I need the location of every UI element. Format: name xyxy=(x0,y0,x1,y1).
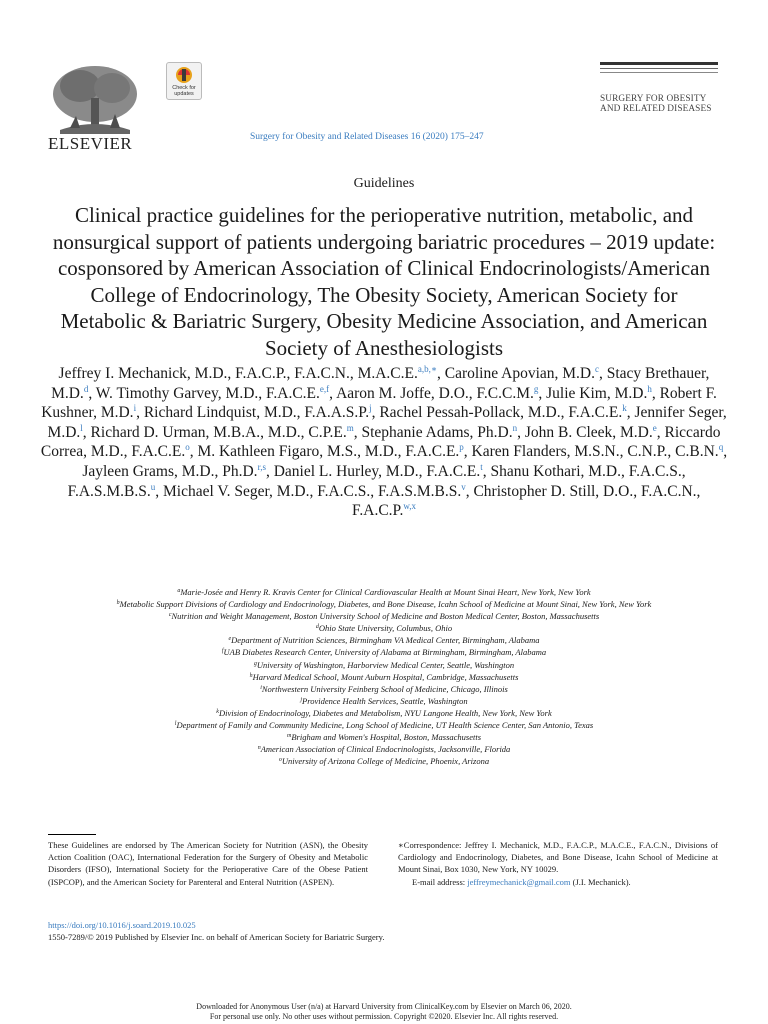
article-title: Clinical practice guidelines for the perioperative nutrition, metabolic, and nonsurgical support of patients undergoing bariatric procedures – 2019 update: cosponsored by American Association of Clinical Endocrinologists/American College of Endocrinology, The Obesity Society, American Society for Metabolic & Bariatric Surgery, Obesity Medicine Association, and American Society of Anesthesiologists xyxy=(52,203,716,360)
author-separator: , xyxy=(626,404,631,422)
affiliation-key: m xyxy=(286,733,292,740)
author xyxy=(82,463,273,480)
author-affiliation-marker[interactable]: r,s xyxy=(257,461,266,472)
author-separator: , xyxy=(189,443,194,461)
author-name: Riccardo Correa, M.D., F.A.C.E. xyxy=(40,423,721,461)
affiliation-text: Nutrition and Weight Management, Boston University School of Medicine and Boston Medical Center, Boston, Massachusetts xyxy=(171,611,600,622)
author-affiliation-marker[interactable]: p xyxy=(459,442,464,453)
affiliation-key: j xyxy=(300,696,303,703)
affiliation-text: Harvard Medical School, Mount Auburn Hospital, Cambridge, Massachusetts xyxy=(252,671,519,682)
affiliation-key: i xyxy=(260,684,262,691)
author-affiliation-marker[interactable]: d xyxy=(83,383,89,394)
affiliation-key: d xyxy=(315,624,319,631)
author-separator: , xyxy=(371,404,380,422)
affiliation xyxy=(60,743,708,755)
author-name: Caroline Apovian, M.D. xyxy=(444,365,595,382)
author-affiliation-marker[interactable]: j xyxy=(369,403,372,414)
author xyxy=(163,483,470,500)
affiliation-key: f xyxy=(221,648,224,655)
author-affiliation-marker[interactable]: e xyxy=(652,422,657,433)
author-name: Michael V. Seger, M.D., F.A.C.S., F.A.S.M.B.S. xyxy=(163,482,462,500)
affiliation xyxy=(60,755,708,767)
author-name: Stephanie Adams, Ph.D. xyxy=(361,423,513,441)
affiliation xyxy=(60,683,708,695)
author xyxy=(525,424,665,441)
affiliation-text: Brigham and Women's Hospital, Boston, Massachusetts xyxy=(291,732,482,743)
author xyxy=(472,443,728,460)
author xyxy=(144,404,380,421)
affiliation-key: n xyxy=(257,745,261,752)
author-affiliation-marker[interactable]: k xyxy=(622,403,627,414)
author-separator: , xyxy=(656,423,665,441)
author xyxy=(96,385,333,402)
email-owner: (J.I. Mechanick). xyxy=(572,876,631,887)
affiliation-text: Metabolic Support Divisions of Cardiology and Endocrinology, Diabetes, and Bone Disease, Icahn School of Medicine at Mount Sinai, New York, New York xyxy=(119,599,652,610)
email-label: E-mail address: xyxy=(412,876,466,887)
author-separator: , xyxy=(136,404,140,422)
affiliation xyxy=(60,695,708,707)
author-affiliation-marker[interactable]: i xyxy=(133,403,137,414)
author-name: John B. Cleek, M.D. xyxy=(524,423,653,441)
author-separator: , xyxy=(155,482,160,500)
author-name: M. Kathleen Figaro, M.S., M.D., F.A.C.E. xyxy=(197,443,460,461)
affiliation-text: Providence Health Services, Seattle, Washington xyxy=(302,695,468,706)
affiliation xyxy=(60,598,708,610)
author-separator: , xyxy=(88,384,96,402)
email-link[interactable]: jeffreymechanick@gmail.com xyxy=(467,876,571,887)
author-name: Jennifer Seger, M.D. xyxy=(47,404,727,441)
author-separator: , xyxy=(482,462,487,480)
author-affiliation-marker[interactable]: o xyxy=(185,442,190,453)
affiliation-text: University of Washington, Harborview Medical Center, Seattle, Washington xyxy=(256,659,515,670)
download-notice-line1: Downloaded for Anonymous User (n/a) at Harvard University from ClinicalKey.com by Elsevier on March 06, 2020. xyxy=(196,1002,572,1011)
author-list xyxy=(40,364,728,521)
author xyxy=(197,443,471,460)
author-affiliation-marker[interactable]: h xyxy=(647,383,652,394)
affiliation-key: e xyxy=(228,636,232,643)
author-affiliation-marker[interactable]: l xyxy=(80,422,83,433)
author-name: Richard D. Urman, M.B.A., M.D., C.P.E. xyxy=(90,423,347,441)
author-name: Jayleen Grams, M.D., Ph.D. xyxy=(82,462,258,480)
author-affiliation-marker[interactable]: v xyxy=(461,481,466,492)
affiliation-list xyxy=(60,586,708,767)
author xyxy=(59,365,445,382)
affiliation xyxy=(60,646,708,658)
author xyxy=(445,365,603,382)
download-notice xyxy=(0,1002,768,1021)
author-separator: , xyxy=(437,365,445,382)
affiliation-key: b xyxy=(116,600,120,607)
author-separator: , xyxy=(517,423,521,441)
author-separator: , xyxy=(599,365,603,382)
author-affiliation-marker[interactable]: g xyxy=(533,383,539,394)
author-separator: , xyxy=(463,443,472,461)
affiliation xyxy=(60,671,708,683)
affiliation xyxy=(60,659,708,671)
affiliation-text: University of Arizona College of Medicine, Phoenix, Arizona xyxy=(281,756,490,767)
doi-link[interactable]: https://doi.org/10.1016/j.soard.2019.10.025 xyxy=(48,920,196,930)
author-separator: , xyxy=(651,384,660,402)
affiliation xyxy=(60,634,708,646)
affiliation-key: o xyxy=(278,757,282,764)
affiliation-key: g xyxy=(253,660,257,667)
author-separator: , xyxy=(538,384,547,402)
author-separator: , xyxy=(329,384,334,402)
affiliation xyxy=(60,707,708,719)
journal-brand-line2: AND RELATED DISEASES xyxy=(600,104,712,114)
author-name: Jeffrey I. Mechanick, M.D., F.A.C.P., F.A.C.N., M.A.C.E. xyxy=(58,365,418,382)
author-separator: , xyxy=(82,423,91,441)
footnote-rule xyxy=(48,834,96,835)
author xyxy=(91,424,362,441)
author-separator: , xyxy=(353,423,362,441)
author-name: Robert F. Kushner, M.D. xyxy=(41,384,717,422)
affiliation-text: Division of Endocrinology, Diabetes and Metabolism, NYU Langone Health, New York, New York xyxy=(218,707,552,718)
journal-citation-link[interactable]: Surgery for Obesity and Related Diseases 16 (2020) 175–247 xyxy=(250,132,484,142)
affiliation-key: a xyxy=(177,588,181,594)
author-name: Rachel Pessah-Pollack, M.D., F.A.C.E. xyxy=(379,404,623,422)
crossmark-icon xyxy=(167,63,201,85)
author-affiliation-marker[interactable]: t xyxy=(480,461,483,472)
affiliation xyxy=(60,610,708,622)
endorsement-footnote: These Guidelines are endorsed by The American Society for Nutrition (ASN), the Obesity Action Coalition (OAC), International Federation for the Surgery of Obesity and Metabolic Disorders (IFSO), International Society for the Perioperative Care of the Obese Patient (ISPCOP), and the American Society for Parenteral and Enteral Nutrition (ASPEN). xyxy=(48,840,368,887)
affiliation-text: UAB Diabetes Research Center, University of Alabama at Birmingham, Birmingham, Alabama xyxy=(223,647,547,658)
author xyxy=(379,404,630,421)
download-notice-line2: For personal use only. No other uses without permission. Copyright ©2020. Elsevier Inc. All rights reserved. xyxy=(209,1011,559,1021)
author xyxy=(546,385,659,402)
affiliation-key: l xyxy=(174,721,177,728)
crossmark-label: Check for updates xyxy=(172,85,196,97)
author xyxy=(336,385,546,402)
author-name: Christopher D. Still, D.O., F.A.C.N., F.A.C.P. xyxy=(352,482,701,520)
affiliation xyxy=(60,586,708,598)
author-affiliation-marker[interactable]: m xyxy=(346,422,354,433)
author-affiliation-marker[interactable]: c xyxy=(595,364,599,374)
affiliation-key: c xyxy=(168,612,172,619)
email-line xyxy=(398,876,718,888)
elsevier-wordmark: ELSEVIER xyxy=(48,134,133,153)
affiliation xyxy=(60,622,708,634)
article-category: Guidelines xyxy=(353,176,415,191)
affiliation xyxy=(60,731,708,743)
author-name: Karen Flanders, M.S.N., C.N.P., C.B.N. xyxy=(471,443,719,461)
affiliation-key: k xyxy=(216,708,219,715)
author-affiliation-marker[interactable]: q xyxy=(718,442,724,453)
affiliation-text: American Association of Clinical Endocrinologists, Jacksonville, Florida xyxy=(260,744,511,755)
correspondence-text: ∗Correspondence: Jeffrey I. Mechanick, M.D., F.A.C.P., M.A.C.E., F.A.C.N., Divisions of Cardiology and Endocrinology, Diabetes, and Bone Disease, Icahn School of Medicine at Mount Sinai, Box 1030, New York, NY 10029. xyxy=(398,840,718,875)
issn-copyright-line: 1550-7289/© 2019 Published by Elsevier Inc. on behalf of American Society for Bariatric Surgery. xyxy=(48,932,385,942)
correspondence-footnote xyxy=(398,839,718,888)
affiliation-key: h xyxy=(249,672,253,679)
author xyxy=(362,424,522,441)
author-separator: , xyxy=(265,462,274,480)
check-for-updates-badge[interactable] xyxy=(166,62,202,100)
author-name: Julie Kim, M.D. xyxy=(546,384,648,402)
author-separator: , xyxy=(723,443,728,461)
journal-brand xyxy=(600,94,718,114)
affiliation-text: Marie-Josée and Henry R. Kravis Center for Clinical Cardiovascular Health at Mount Sinai Heart, New York, New York xyxy=(180,587,591,597)
author-name: Daniel L. Hurley, M.D., F.A.C.E. xyxy=(273,462,481,480)
author-separator: , xyxy=(465,482,470,500)
author xyxy=(274,463,487,480)
author-name: Shanu Kothari, M.D., F.A.C.S., F.A.S.M.B.S. xyxy=(67,462,686,500)
journal-header-rules xyxy=(600,62,718,92)
affiliation-text: Ohio State University, Columbus, Ohio xyxy=(318,623,453,634)
affiliation-text: Department of Nutrition Sciences, Birmingham VA Medical Center, Birmingham, Alabama xyxy=(231,635,540,646)
author-name: Richard Lindquist, M.D., F.A.A.S.P. xyxy=(143,404,370,422)
author-name: Stacy Brethauer, M.D. xyxy=(51,365,710,402)
author-affiliation-marker[interactable]: w,x xyxy=(403,501,416,512)
author-affiliation-marker[interactable]: u xyxy=(150,481,156,492)
affiliation-text: Department of Family and Community Medicine, Long School of Medicine, UT Health Science Center, San Antonio, Texas xyxy=(176,720,594,731)
author-name: Aaron M. Joffe, D.O., F.C.C.M. xyxy=(336,384,534,402)
affiliation-text: Northwestern University Feinberg School of Medicine, Chicago, Illinois xyxy=(261,683,508,694)
author-affiliation-marker[interactable]: e,f xyxy=(319,383,330,394)
author-name: W. Timothy Garvey, M.D., F.A.C.E. xyxy=(95,384,320,402)
affiliation xyxy=(60,719,708,731)
author-affiliation-marker[interactable]: n xyxy=(512,422,518,433)
author-affiliation-marker[interactable]: a,b,∗ xyxy=(417,364,437,374)
journal-brand-line1: SURGERY FOR OBESITY xyxy=(600,94,707,104)
